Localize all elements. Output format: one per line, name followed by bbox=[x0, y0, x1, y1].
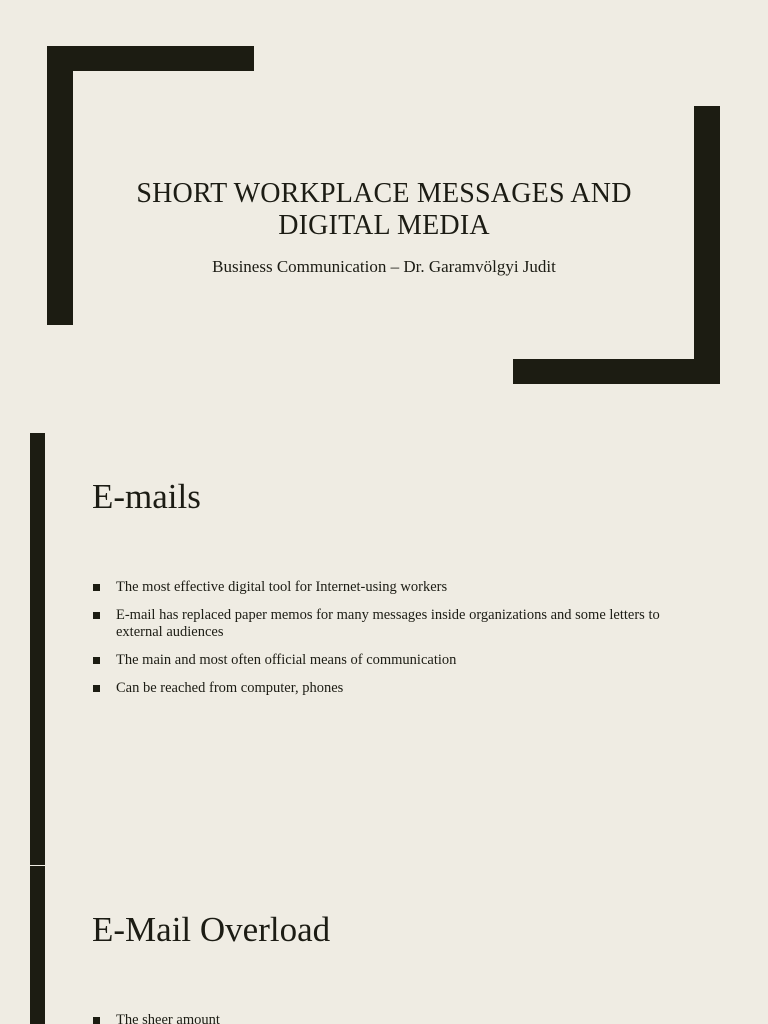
bullet-text: E-mail has replaced paper memos for many messages inside organizations and some letters to external audiences bbox=[116, 607, 660, 640]
slide-side-bar bbox=[30, 433, 45, 865]
corner-frame-top-left-horizontal bbox=[47, 46, 254, 71]
bullet-text: The main and most often official means of communication bbox=[116, 652, 457, 668]
slide-emails bbox=[0, 433, 768, 865]
bullet-text: The sheer amount bbox=[116, 1012, 220, 1024]
slide-heading: E-mails bbox=[92, 477, 201, 516]
bullet-item bbox=[92, 607, 692, 641]
bullet-text: Can be reached from computer, phones bbox=[116, 680, 344, 696]
title-slide bbox=[0, 0, 768, 432]
presentation-subtitle: Business Communication – Dr. Garamvölgyi Judit bbox=[212, 257, 556, 276]
slide-email-overload bbox=[0, 866, 768, 1024]
bullet-item bbox=[92, 680, 692, 697]
bullet-list bbox=[92, 1012, 692, 1024]
slide-heading: E-Mail Overload bbox=[92, 910, 331, 949]
bullet-text: The most effective digital tool for Internet-using workers bbox=[116, 579, 448, 595]
corner-frame-bottom-right-horizontal bbox=[513, 359, 720, 384]
square-bullet-icon bbox=[93, 685, 100, 692]
square-bullet-icon bbox=[93, 612, 100, 619]
slide-side-bar bbox=[30, 866, 45, 1024]
bullet-item bbox=[92, 1012, 692, 1024]
square-bullet-icon bbox=[93, 657, 100, 664]
square-bullet-icon bbox=[93, 584, 100, 591]
square-bullet-icon bbox=[93, 1017, 100, 1024]
corner-frame-top-left-vertical bbox=[47, 46, 73, 325]
bullet-list bbox=[92, 579, 692, 708]
bullet-item bbox=[92, 579, 692, 596]
corner-frame-bottom-right-vertical bbox=[694, 106, 720, 384]
presentation-title: SHORT WORKPLACE MESSAGES AND DIGITAL MEDIA bbox=[136, 178, 632, 241]
bullet-item bbox=[92, 652, 692, 669]
